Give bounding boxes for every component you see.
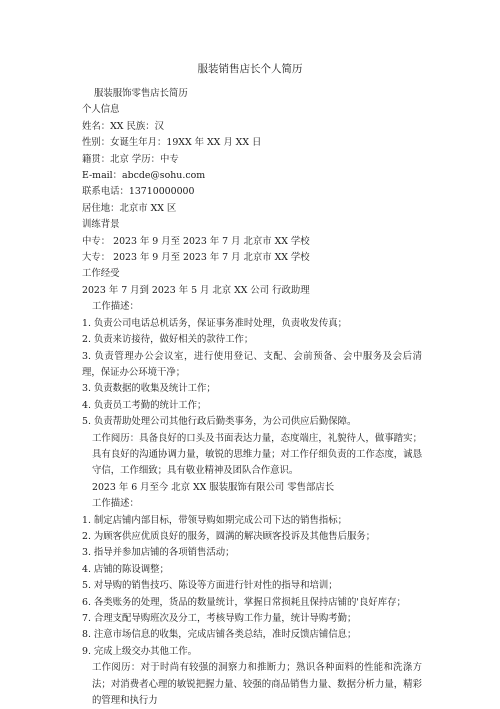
body-line: 3. 负责数据的收集及统计工作； — [82, 383, 216, 395]
body-line: 5. 负责帮助处理公司其他行政后勤类事务，为公司供应后勤保障。 — [82, 416, 357, 428]
body-line: 4. 店铺的陈设调整； — [82, 563, 169, 575]
body-line: 4. 负责员工考勤的统计工作； — [82, 399, 207, 411]
body-line: 个人信息 — [82, 104, 120, 116]
body-line: 2023 年 7 月到 2023 年 5 月 北京 XX 公司 行政助理 — [82, 284, 310, 296]
body-line: 1. 负责公司电话总机话务，保证事务准时处理，负责收发传真； — [82, 317, 348, 329]
body-line: 工作描述： — [92, 301, 139, 313]
body-line: 工作阅历：具备良好的口头及书面表达力量，态度端庄，礼貌待人，做事踏实；具有良好的沟通协调力量，敏锐的思维力量；对工作仔细负责的工作态度，诚恳守信，工作细致；具有敬业精神及团队合作意识。 — [92, 432, 422, 477]
body-line: 性别：女诞生年月：19XX 年 XX 月 XX 日 — [82, 137, 262, 149]
body-line: 居住地：北京市 XX 区 — [82, 202, 177, 214]
body-line: 训练背景 — [82, 219, 120, 231]
document-body — [82, 86, 422, 709]
body-line: E-mail：abcde@sohu.com — [82, 170, 206, 182]
body-line: 中专： 2023 年 9 月至 2023 年 7 月 北京市 XX 学校 — [82, 235, 310, 247]
body-line: 8. 注意市场信息的收集，完成店铺各类总结，准时反馈店铺信息； — [82, 629, 357, 641]
body-line: 5. 对导购的销售技巧、陈设等方面进行针对性的指导和培训； — [82, 580, 338, 592]
body-line: 3. 负责管理办公会议室，进行使用登记、支配、会前预备、会中服务及会后清理，保证办公环境干净； — [82, 350, 422, 378]
body-line: 2. 负责来访接待，做好相关的款待工作； — [82, 334, 254, 346]
body-line: 服装服饰零售店长简历 — [94, 88, 188, 99]
body-line: 籍贯：北京 学历：中专 — [82, 153, 179, 165]
body-line: 6. 各类账务的处理，货品的数量统计，掌握日常损耗且保持店铺的'良好库存； — [82, 596, 406, 608]
body-line: 姓名：XX 民族：汉 — [82, 120, 164, 132]
body-line: 1. 制定店铺内部目标，带领导购如期完成公司下达的销售指标； — [82, 514, 348, 526]
body-line: 工作描述： — [92, 498, 139, 510]
body-line: 2023 年 6 月至今 北京 XX 服装服饰有限公司 零售部店长 — [92, 481, 335, 493]
body-line: 2. 为顾客供应优质良好的服务，圆满的解决顾客投诉及其他售后服务； — [82, 530, 376, 542]
body-line: 联系电话：13710000000 — [82, 186, 195, 198]
body-line: 工作阅历：对于时尚有较强的洞察力和推断力；熟识各种面料的性能和洗涤方法；对消费者心理的敏锐把握力量、较强的商品销售力量、数据分析力量，精彩的管理和执行力 — [92, 662, 422, 707]
body-line: 3. 指导并参加店铺的各项销售活动； — [82, 547, 235, 559]
body-line: 工作经受 — [82, 268, 120, 280]
document-title: 服装销售店长个人简历 — [197, 63, 303, 75]
body-line: 7. 合理支配导购班次及分工，考核导购工作力量，统计导购考勤； — [82, 613, 357, 624]
body-line: 9. 完成上级交办其他工作。 — [82, 645, 198, 657]
body-line: 大专： 2023 年 9 月至 2023 年 7 月 北京市 XX 学校 — [82, 252, 310, 264]
